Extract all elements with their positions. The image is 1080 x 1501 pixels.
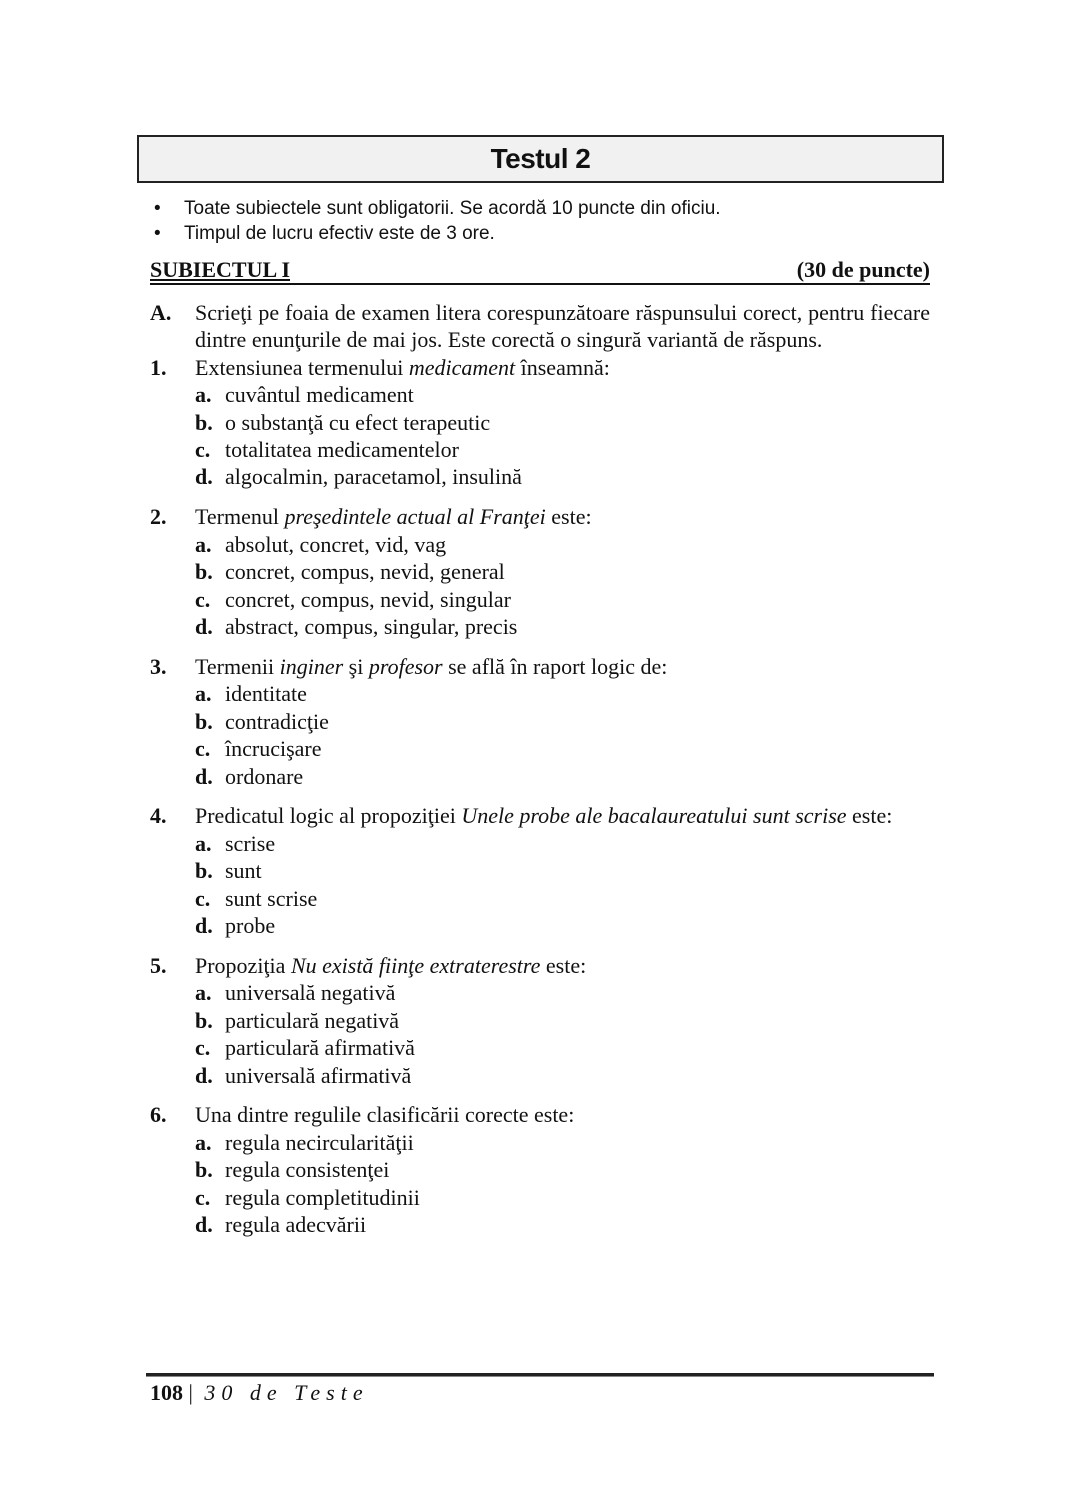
option-letter: a. — [195, 681, 212, 707]
answer-option — [195, 857, 930, 884]
option-text: probe — [225, 913, 276, 939]
question-text: Propoziţia — [195, 952, 291, 978]
answer-option — [195, 613, 930, 640]
option-text: cuvântul medicament — [225, 382, 414, 408]
option-letter: b. — [195, 1157, 213, 1183]
book-title: 30 de Teste — [204, 1380, 369, 1405]
question-number: 4. — [150, 803, 167, 829]
question-stem-text — [195, 802, 930, 829]
answer-option — [195, 531, 930, 558]
section-heading — [150, 257, 930, 285]
option-letter: c. — [195, 586, 211, 612]
option-letter: d. — [195, 1062, 213, 1088]
questions-area — [150, 299, 930, 1239]
question-term: profesor — [368, 653, 443, 679]
answer-option — [195, 1156, 930, 1183]
option-text: particulară negativă — [225, 1007, 400, 1033]
answer-option — [195, 1184, 930, 1211]
instruction-text: Toate subiectele sunt obligatorii. Se acordă 10 puncte din oficiu. — [184, 198, 721, 219]
answer-option — [195, 409, 930, 436]
test-title-box — [137, 135, 944, 183]
page-footer — [150, 1380, 369, 1406]
option-text: o substanţă cu efect terapeutic — [225, 409, 491, 435]
option-letter: c. — [195, 1035, 211, 1061]
footer-rule — [146, 1373, 934, 1377]
answer-option — [195, 558, 930, 585]
question — [150, 1101, 930, 1238]
question-text: Una dintre regulile clasificării corecte este: — [195, 1102, 575, 1128]
question-stem — [150, 354, 930, 381]
question-stem-text — [195, 503, 930, 530]
question-text: şi — [343, 653, 369, 679]
question-number: 5. — [150, 952, 167, 978]
answer-option — [195, 680, 930, 707]
option-letter: b. — [195, 858, 213, 884]
option-text: ordonare — [225, 763, 304, 789]
option-letter: c. — [195, 736, 211, 762]
question-stem-text — [195, 1101, 930, 1128]
question-number: 2. — [150, 504, 167, 530]
instruction-text: Timpul de lucru efectiv este de 3 ore. — [184, 223, 495, 244]
answer-option — [195, 463, 930, 490]
section-name: SUBIECTUL I — [150, 257, 291, 282]
option-letter: d. — [195, 613, 213, 639]
question-number: 3. — [150, 653, 167, 679]
option-text: regula necircularităţii — [225, 1129, 414, 1155]
question-term: medicament — [408, 354, 516, 380]
option-text: concret, compus, nevid, general — [225, 559, 505, 585]
question-stem-text — [195, 653, 930, 680]
answer-option — [195, 979, 930, 1006]
option-letter: a. — [195, 1129, 212, 1155]
part-instructions: Scrieţi pe foaia de examen litera corespunzătoare răspunsului corect, pentru fiecare dintre enunţurile de mai jos. Este corectă o singură variantă de răspuns. — [195, 300, 930, 353]
option-text: identitate — [225, 681, 307, 707]
option-text: regula consistenţei — [225, 1157, 390, 1183]
part-label: A. — [150, 300, 172, 325]
question-number: 6. — [150, 1102, 167, 1128]
question-term: preşedintele actual al Franţei — [284, 504, 546, 530]
question — [150, 503, 930, 640]
question-stem — [150, 653, 930, 680]
question — [150, 653, 930, 790]
question-number: 1. — [150, 354, 167, 380]
answer-option — [195, 912, 930, 939]
option-letter: d. — [195, 1212, 213, 1238]
option-letter: c. — [195, 1184, 211, 1210]
option-letter: a. — [195, 382, 212, 408]
option-letter: a. — [195, 531, 212, 557]
question-text: este: — [540, 952, 587, 978]
option-text: regula completitudinii — [225, 1184, 420, 1210]
question-text: înseamnă: — [515, 354, 610, 380]
question-text: Termenii — [195, 653, 280, 679]
question-text: Predicatul logic al propoziţiei — [195, 803, 462, 829]
footer-separator: | — [188, 1380, 193, 1405]
option-letter: d. — [195, 913, 213, 939]
bullet-icon: • — [154, 198, 161, 219]
option-letter: c. — [195, 437, 211, 463]
answer-option — [195, 1129, 930, 1156]
option-letter: a. — [195, 980, 212, 1006]
question — [150, 802, 930, 939]
question-term: Nu există fiinţe extraterestre — [290, 952, 541, 978]
answer-option — [195, 1034, 930, 1061]
answer-option — [195, 1007, 930, 1034]
bullet-icon: • — [154, 223, 161, 244]
option-text: abstract, compus, singular, precis — [225, 613, 518, 639]
answer-option — [195, 885, 930, 912]
question-stem — [150, 503, 930, 530]
question-stem — [150, 952, 930, 979]
question-term: Unele probe ale bacalaureatului sunt scrise — [461, 803, 847, 829]
option-text: algocalmin, paracetamol, insulină — [225, 464, 522, 490]
question-term: inginer — [279, 653, 344, 679]
option-letter: a. — [195, 830, 212, 856]
instruction-item — [150, 196, 721, 221]
option-text: universală afirmativă — [225, 1062, 412, 1088]
option-text: contradicţie — [225, 708, 329, 734]
option-text: totalitatea medicamentelor — [225, 437, 459, 463]
instructions-list — [150, 196, 721, 246]
question-stem — [150, 802, 930, 829]
answer-option — [195, 586, 930, 613]
option-letter: d. — [195, 464, 213, 490]
option-text: încrucişare — [225, 736, 322, 762]
option-text: scrise — [225, 830, 276, 856]
answer-option — [195, 708, 930, 735]
answer-option — [195, 381, 930, 408]
question-text: Termenul — [195, 504, 285, 530]
answer-option — [195, 436, 930, 463]
option-text: concret, compus, nevid, singular — [225, 586, 511, 612]
option-letter: d. — [195, 763, 213, 789]
option-text: sunt scrise — [225, 885, 318, 911]
question-text: este: — [545, 504, 592, 530]
answer-option — [195, 830, 930, 857]
option-text: absolut, concret, vid, vag — [225, 531, 447, 557]
part-a — [150, 299, 930, 354]
question-text: se află în raport logic de: — [442, 653, 668, 679]
test-title: Testul 2 — [490, 143, 591, 174]
answer-option — [195, 1211, 930, 1238]
question-text: este: — [846, 803, 893, 829]
option-text: universală negativă — [225, 980, 396, 1006]
option-text: particulară afirmativă — [225, 1035, 415, 1061]
answer-option — [195, 735, 930, 762]
option-letter: b. — [195, 1007, 213, 1033]
question — [150, 952, 930, 1089]
option-letter: c. — [195, 885, 211, 911]
option-letter: b. — [195, 409, 213, 435]
instruction-item — [150, 221, 721, 246]
option-text: regula adecvării — [225, 1212, 367, 1238]
answer-option — [195, 1062, 930, 1089]
question-stem — [150, 1101, 930, 1128]
option-letter: b. — [195, 559, 213, 585]
option-text: sunt — [225, 858, 262, 884]
answer-option — [195, 763, 930, 790]
question — [150, 354, 930, 491]
section-points: (30 de puncte) — [796, 257, 930, 282]
option-letter: b. — [195, 708, 213, 734]
page-number: 108 — [150, 1380, 183, 1405]
question-text: Extensiunea termenului — [195, 354, 409, 380]
question-stem-text — [195, 952, 930, 979]
question-stem-text — [195, 354, 930, 381]
